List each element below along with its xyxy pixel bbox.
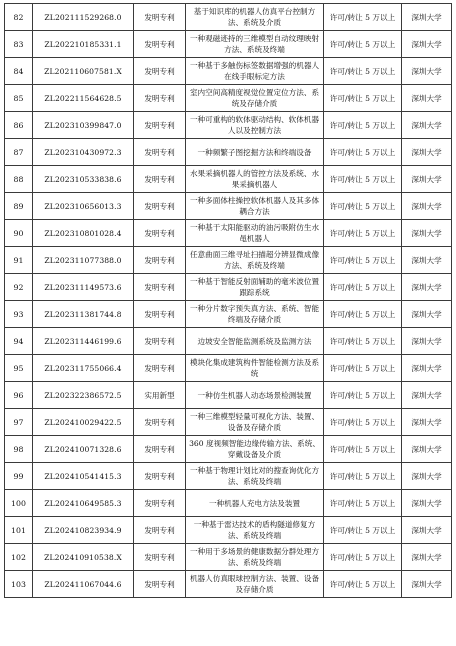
patent-owner: 深圳大学 — [402, 544, 452, 571]
row-number: 100 — [5, 490, 33, 517]
application-number: ZL202310399847.0 — [33, 112, 134, 139]
patent-type: 发明专利 — [134, 4, 186, 31]
application-number: ZL202310656013.3 — [33, 193, 134, 220]
transfer-mode: 许可/转让 5 万以上 — [324, 58, 402, 85]
table-row — [5, 220, 452, 247]
patent-type: 发明专利 — [134, 571, 186, 598]
transfer-mode: 许可/转让 5 万以上 — [324, 31, 402, 58]
transfer-mode: 许可/转让 5 万以上 — [324, 436, 402, 463]
table-row — [5, 382, 452, 409]
application-number: ZL202410029422.5 — [33, 409, 134, 436]
patent-owner: 深圳大学 — [402, 490, 452, 517]
patent-type: 发明专利 — [134, 274, 186, 301]
row-number: 90 — [5, 220, 33, 247]
patent-title: 一种仿生机器人动态场景检测装置 — [186, 382, 324, 409]
patent-type: 发明专利 — [134, 85, 186, 112]
transfer-mode: 许可/转让 5 万以上 — [324, 490, 402, 517]
patent-title: 边坡安全智能监测系统及监测方法 — [186, 328, 324, 355]
patent-type: 发明专利 — [134, 58, 186, 85]
application-number: ZL202410649585.3 — [33, 490, 134, 517]
patent-owner: 深圳大学 — [402, 193, 452, 220]
patent-type: 发明专利 — [134, 436, 186, 463]
row-number: 96 — [5, 382, 33, 409]
patent-owner: 深圳大学 — [402, 85, 452, 112]
transfer-mode: 许可/转让 5 万以上 — [324, 166, 402, 193]
patent-owner: 深圳大学 — [402, 58, 452, 85]
patent-title: 基于知识库的机器人仿真平台控制方法、系统及介质 — [186, 4, 324, 31]
transfer-mode: 许可/转让 5 万以上 — [324, 301, 402, 328]
row-number: 92 — [5, 274, 33, 301]
patent-type: 发明专利 — [134, 112, 186, 139]
patent-title: 机器人仿真眼球控制方法、装置、设备及存储介质 — [186, 571, 324, 598]
patent-owner: 深圳大学 — [402, 31, 452, 58]
transfer-mode: 许可/转让 5 万以上 — [324, 274, 402, 301]
transfer-mode: 许可/转让 5 万以上 — [324, 193, 402, 220]
patent-title: 一种基于物理计划比对的搜查询优化方法、系统及终端 — [186, 463, 324, 490]
patent-owner: 深圳大学 — [402, 409, 452, 436]
patent-title: 一种频繁子图挖掘方法和终端设备 — [186, 139, 324, 166]
patent-title: 一种多面体柱操控软体机器人及其多体耦合方法 — [186, 193, 324, 220]
transfer-mode: 许可/转让 5 万以上 — [324, 382, 402, 409]
patent-owner: 深圳大学 — [402, 139, 452, 166]
patent-owner: 深圳大学 — [402, 4, 452, 31]
patent-owner: 深圳大学 — [402, 247, 452, 274]
patent-title: 室内空间高精度视觉位置定位方法、系统及存储介质 — [186, 85, 324, 112]
patent-owner: 深圳大学 — [402, 220, 452, 247]
transfer-mode: 许可/转让 5 万以上 — [324, 220, 402, 247]
patent-type: 发明专利 — [134, 166, 186, 193]
transfer-mode: 许可/转让 5 万以上 — [324, 355, 402, 382]
table-row — [5, 571, 452, 598]
transfer-mode: 许可/转让 5 万以上 — [324, 463, 402, 490]
transfer-mode: 许可/转让 5 万以上 — [324, 409, 402, 436]
patent-owner: 深圳大学 — [402, 328, 452, 355]
patent-title: 水果采摘机器人的管控方法及系统、水果采摘机器人 — [186, 166, 324, 193]
patent-title: 模块化集成建筑构件智能检测方法及系统 — [186, 355, 324, 382]
row-number: 93 — [5, 301, 33, 328]
patent-title: 一种基于多触伤标签数据增强的机器人在线手眼标定方法 — [186, 58, 324, 85]
application-number: ZL202311149573.6 — [33, 274, 134, 301]
application-number: ZL202411067044.6 — [33, 571, 134, 598]
patent-type: 发明专利 — [134, 139, 186, 166]
table-row — [5, 58, 452, 85]
patent-title: 一种基于智能反射面辅助的毫米波位置跟踪系统 — [186, 274, 324, 301]
row-number: 98 — [5, 436, 33, 463]
row-number: 87 — [5, 139, 33, 166]
row-number: 84 — [5, 58, 33, 85]
transfer-mode: 许可/转让 5 万以上 — [324, 328, 402, 355]
patent-type: 发明专利 — [134, 355, 186, 382]
patent-title: 一种分片数字预失真方法、系统、智能终端及存储介质 — [186, 301, 324, 328]
patent-owner: 深圳大学 — [402, 112, 452, 139]
application-number: ZL202410823934.9 — [33, 517, 134, 544]
application-number: ZL202410541415.3 — [33, 463, 134, 490]
patent-owner: 深圳大学 — [402, 355, 452, 382]
table-row — [5, 247, 452, 274]
patent-owner: 深圳大学 — [402, 571, 452, 598]
patent-type: 发明专利 — [134, 247, 186, 274]
patent-owner: 深圳大学 — [402, 301, 452, 328]
patent-title: 一种基于雷达技术的盾构隧道修复方法、系统及终端 — [186, 517, 324, 544]
patent-type: 发明专利 — [134, 490, 186, 517]
application-number: ZL202410910538.X — [33, 544, 134, 571]
patent-type: 发明专利 — [134, 409, 186, 436]
row-number: 99 — [5, 463, 33, 490]
patent-type: 发明专利 — [134, 301, 186, 328]
patent-title: 一种用于多场景的健康数据分群处理方法、系统及终端 — [186, 544, 324, 571]
application-number: ZL202110607581.X — [33, 58, 134, 85]
table-row — [5, 436, 452, 463]
application-number: ZL202322386572.5 — [33, 382, 134, 409]
patent-table — [4, 3, 452, 598]
application-number: ZL202111529268.0 — [33, 4, 134, 31]
row-number: 88 — [5, 166, 33, 193]
transfer-mode: 许可/转让 5 万以上 — [324, 85, 402, 112]
table-row — [5, 274, 452, 301]
row-number: 95 — [5, 355, 33, 382]
patent-type: 发明专利 — [134, 517, 186, 544]
patent-table-body — [5, 4, 452, 598]
patent-type: 发明专利 — [134, 193, 186, 220]
patent-title: 一种基于太阳能驱动的油污吸附仿生水黾机器人 — [186, 220, 324, 247]
patent-type: 实用新型 — [134, 382, 186, 409]
table-row — [5, 301, 452, 328]
table-row — [5, 112, 452, 139]
row-number: 103 — [5, 571, 33, 598]
table-row — [5, 328, 452, 355]
row-number: 85 — [5, 85, 33, 112]
table-row — [5, 517, 452, 544]
patent-title: 任意曲面三维寻址扫描超分辨显微成像方法、系统及终端 — [186, 247, 324, 274]
transfer-mode: 许可/转让 5 万以上 — [324, 4, 402, 31]
table-row — [5, 31, 452, 58]
transfer-mode: 许可/转让 5 万以上 — [324, 517, 402, 544]
transfer-mode: 许可/转让 5 万以上 — [324, 247, 402, 274]
patent-type: 发明专利 — [134, 31, 186, 58]
patent-title: 一种观磁迹持的三维模型自动纹理映射方法、系统及终端 — [186, 31, 324, 58]
table-row — [5, 463, 452, 490]
application-number: ZL202311755066.4 — [33, 355, 134, 382]
patent-owner: 深圳大学 — [402, 436, 452, 463]
application-number: ZL202310801028.4 — [33, 220, 134, 247]
patent-type: 发明专利 — [134, 544, 186, 571]
row-number: 82 — [5, 4, 33, 31]
patent-owner: 深圳大学 — [402, 517, 452, 544]
application-number: ZL202311077388.0 — [33, 247, 134, 274]
table-row — [5, 193, 452, 220]
row-number: 102 — [5, 544, 33, 571]
row-number: 94 — [5, 328, 33, 355]
row-number: 83 — [5, 31, 33, 58]
table-row — [5, 409, 452, 436]
application-number: ZL202311446199.6 — [33, 328, 134, 355]
table-row — [5, 544, 452, 571]
row-number: 101 — [5, 517, 33, 544]
row-number: 89 — [5, 193, 33, 220]
patent-title: 360 度视频智能边缘传输方法、系统、穿戴设备及介质 — [186, 436, 324, 463]
table-row — [5, 490, 452, 517]
application-number: ZL202410071328.6 — [33, 436, 134, 463]
patent-owner: 深圳大学 — [402, 382, 452, 409]
application-number: ZL202310533838.6 — [33, 166, 134, 193]
row-number: 91 — [5, 247, 33, 274]
patent-owner: 深圳大学 — [402, 463, 452, 490]
patent-owner: 深圳大学 — [402, 166, 452, 193]
application-number: ZL202210185331.1 — [33, 31, 134, 58]
application-number: ZL202211564628.5 — [33, 85, 134, 112]
patent-title: 一种可重构的软体驱动结构、软体机器人以及控制方法 — [186, 112, 324, 139]
patent-type: 发明专利 — [134, 328, 186, 355]
table-row — [5, 139, 452, 166]
row-number: 97 — [5, 409, 33, 436]
patent-title: 一种机器人充电方法及装置 — [186, 490, 324, 517]
transfer-mode: 许可/转让 5 万以上 — [324, 571, 402, 598]
patent-type: 发明专利 — [134, 463, 186, 490]
table-row — [5, 166, 452, 193]
patent-title: 一种三维模型轻量可视化方法、装置、设备及存储介质 — [186, 409, 324, 436]
application-number: ZL202310430972.3 — [33, 139, 134, 166]
table-row — [5, 4, 452, 31]
transfer-mode: 许可/转让 5 万以上 — [324, 139, 402, 166]
patent-owner: 深圳大学 — [402, 274, 452, 301]
table-row — [5, 355, 452, 382]
application-number: ZL202311381744.8 — [33, 301, 134, 328]
transfer-mode: 许可/转让 5 万以上 — [324, 544, 402, 571]
row-number: 86 — [5, 112, 33, 139]
table-row — [5, 85, 452, 112]
patent-type: 发明专利 — [134, 220, 186, 247]
transfer-mode: 许可/转让 5 万以上 — [324, 112, 402, 139]
